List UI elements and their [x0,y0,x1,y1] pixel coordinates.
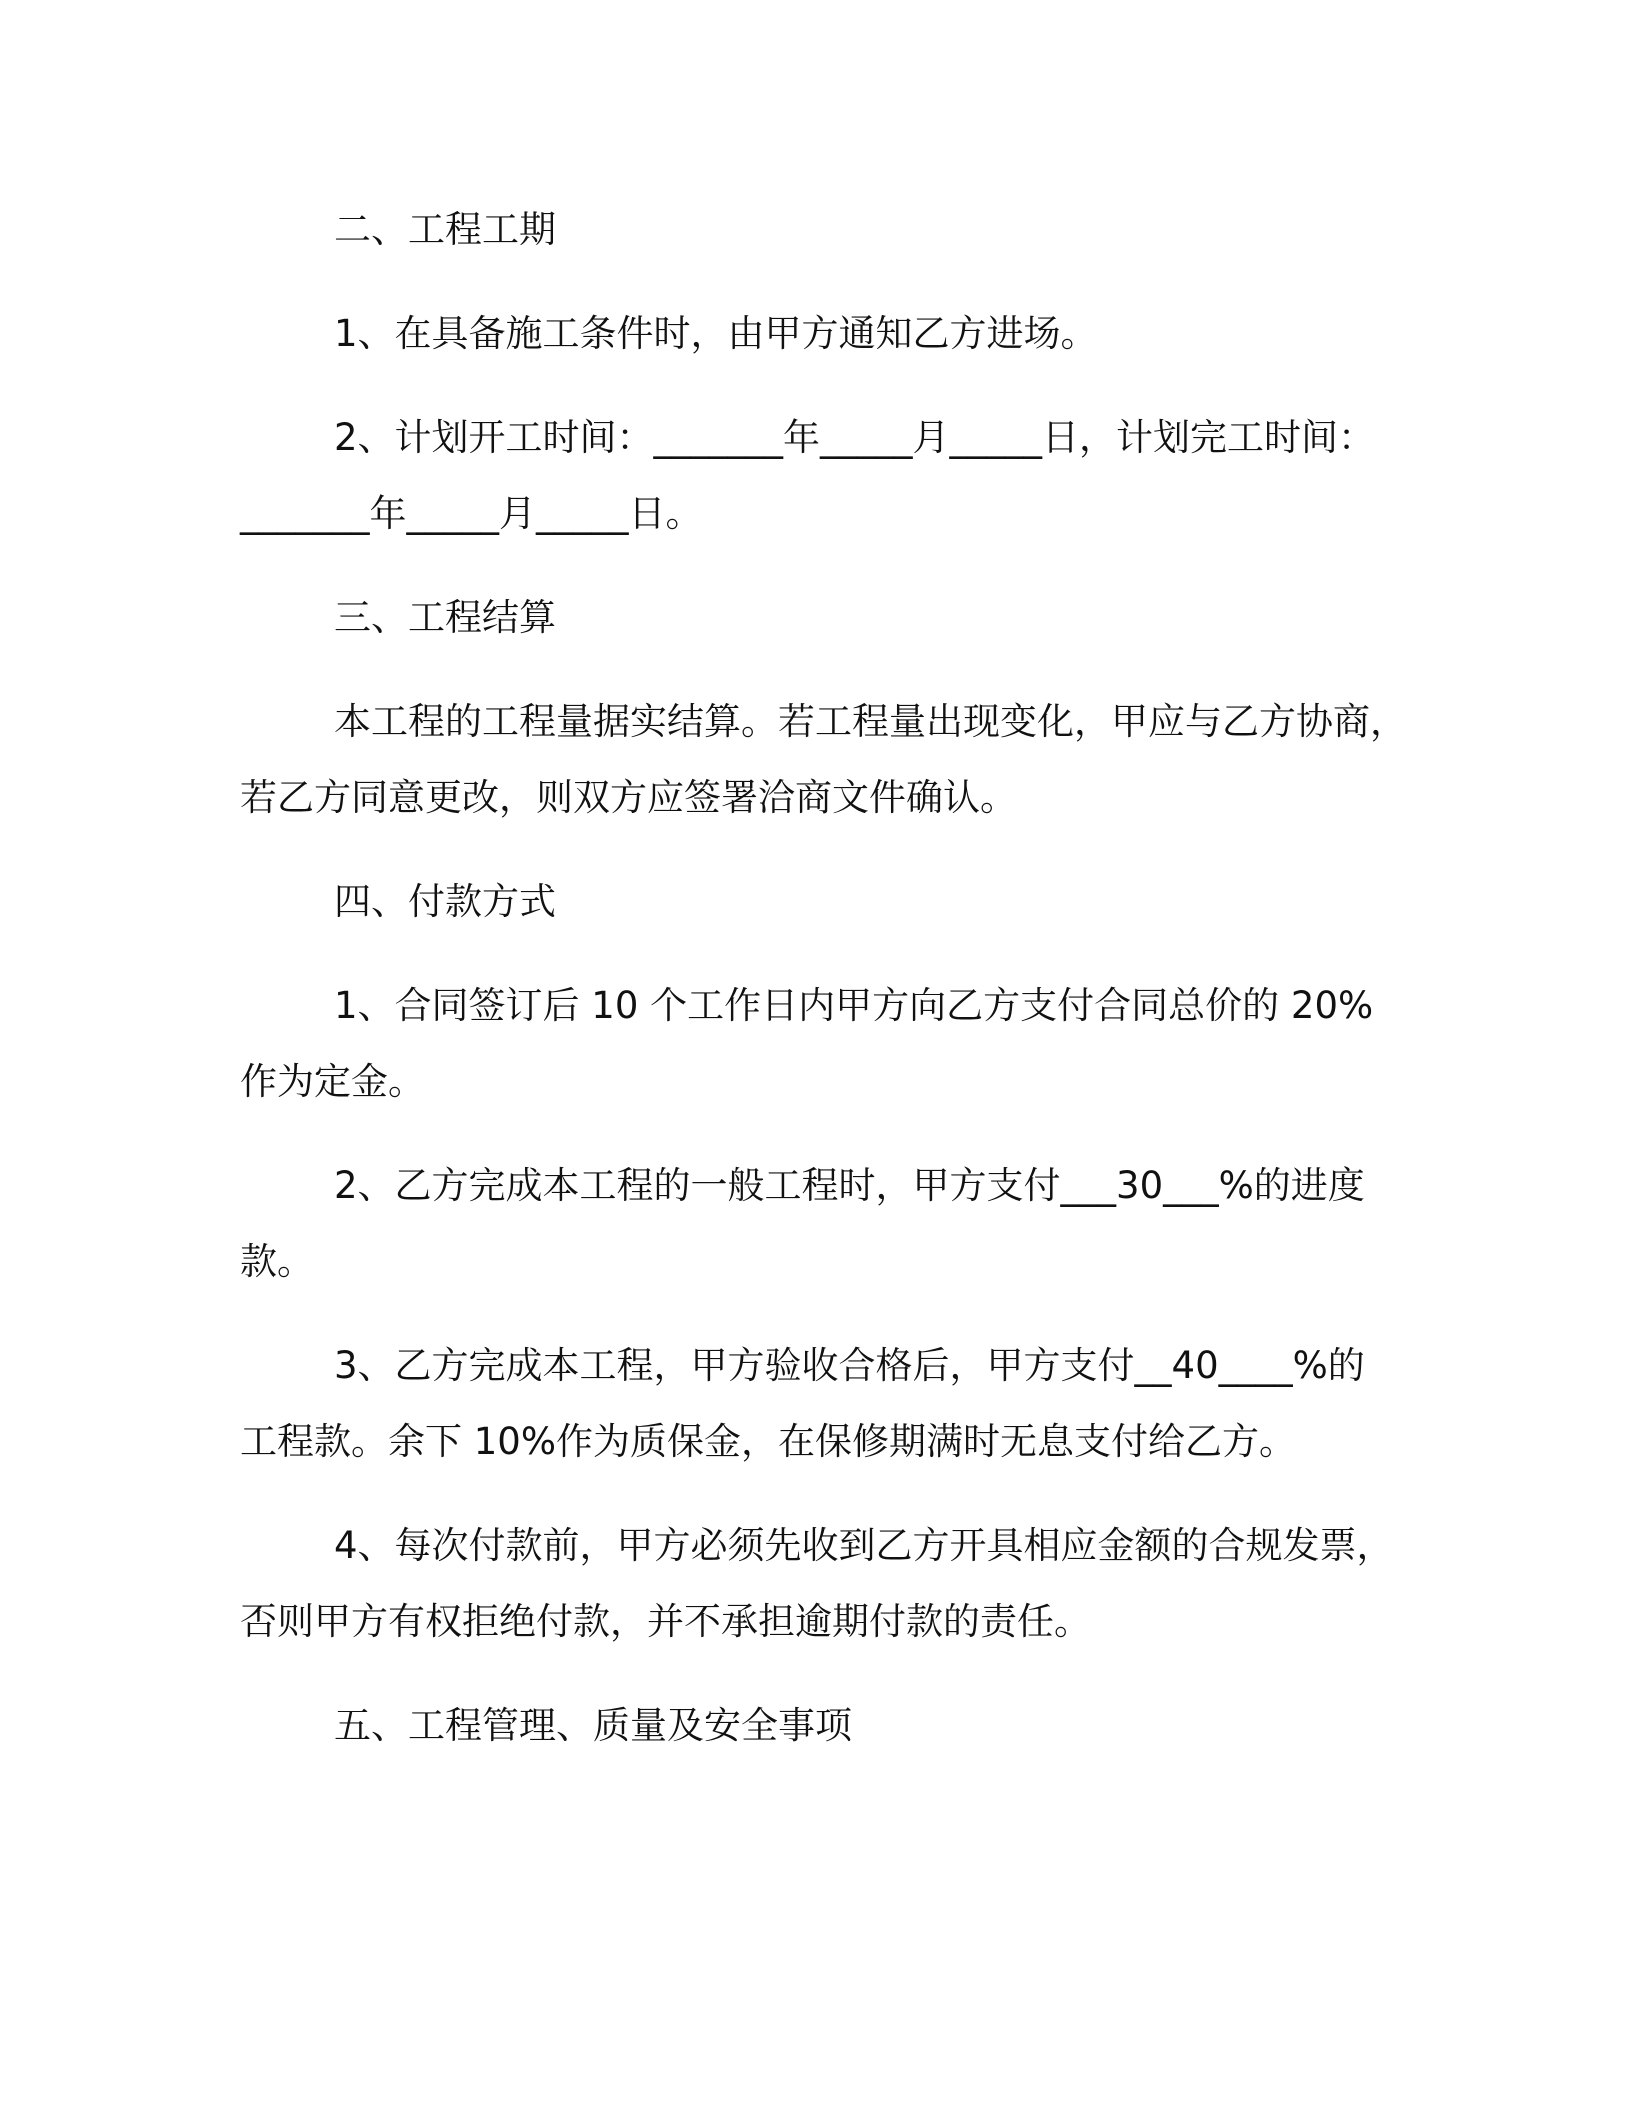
paragraph-planned-dates-line2: _______年_____月_____日。 [240,492,703,535]
paragraph-progress-payment-line1: 2、乙方完成本工程的一般工程时，甲方支付___30___%的进度 [334,1164,1365,1207]
section-heading-schedule: 二、工程工期 [334,208,556,251]
section-heading-management: 五、工程管理、质量及安全事项 [334,1704,852,1747]
paragraph-settlement-line1: 本工程的工程量据实结算。若工程量出现变化，甲应与乙方协商， [334,700,1407,743]
paragraph-invoice-line1: 4、每次付款前，甲方必须先收到乙方开具相应金额的合规发票， [334,1524,1394,1567]
paragraph-deposit-line1: 1、合同签订后 10 个工作日内甲方向乙方支付合同总价的 20% [334,984,1374,1027]
paragraph-settlement-line2: 若乙方同意更改，则双方应签署洽商文件确认。 [240,776,1017,819]
paragraph-acceptance-payment-line1: 3、乙方完成本工程，甲方验收合格后，甲方支付__40____%的 [334,1344,1365,1387]
paragraph-entry-notice: 1、在具备施工条件时，由甲方通知乙方进场。 [334,312,1098,355]
paragraph-deposit-line2: 作为定金。 [240,1060,425,1103]
paragraph-planned-dates-line1: 2、计划开工时间：_______年_____月_____日，计划完工时间： [334,416,1376,459]
paragraph-progress-payment-line2: 款。 [240,1240,314,1283]
section-heading-payment: 四、付款方式 [334,880,556,923]
paragraph-acceptance-payment-line2: 工程款。余下 10%作为质保金，在保修期满时无息支付给乙方。 [240,1420,1296,1463]
section-heading-settlement: 三、工程结算 [334,596,556,639]
paragraph-invoice-line2: 否则甲方有权拒绝付款，并不承担逾期付款的责任。 [240,1600,1091,1643]
document-body [240,192,1407,1764]
